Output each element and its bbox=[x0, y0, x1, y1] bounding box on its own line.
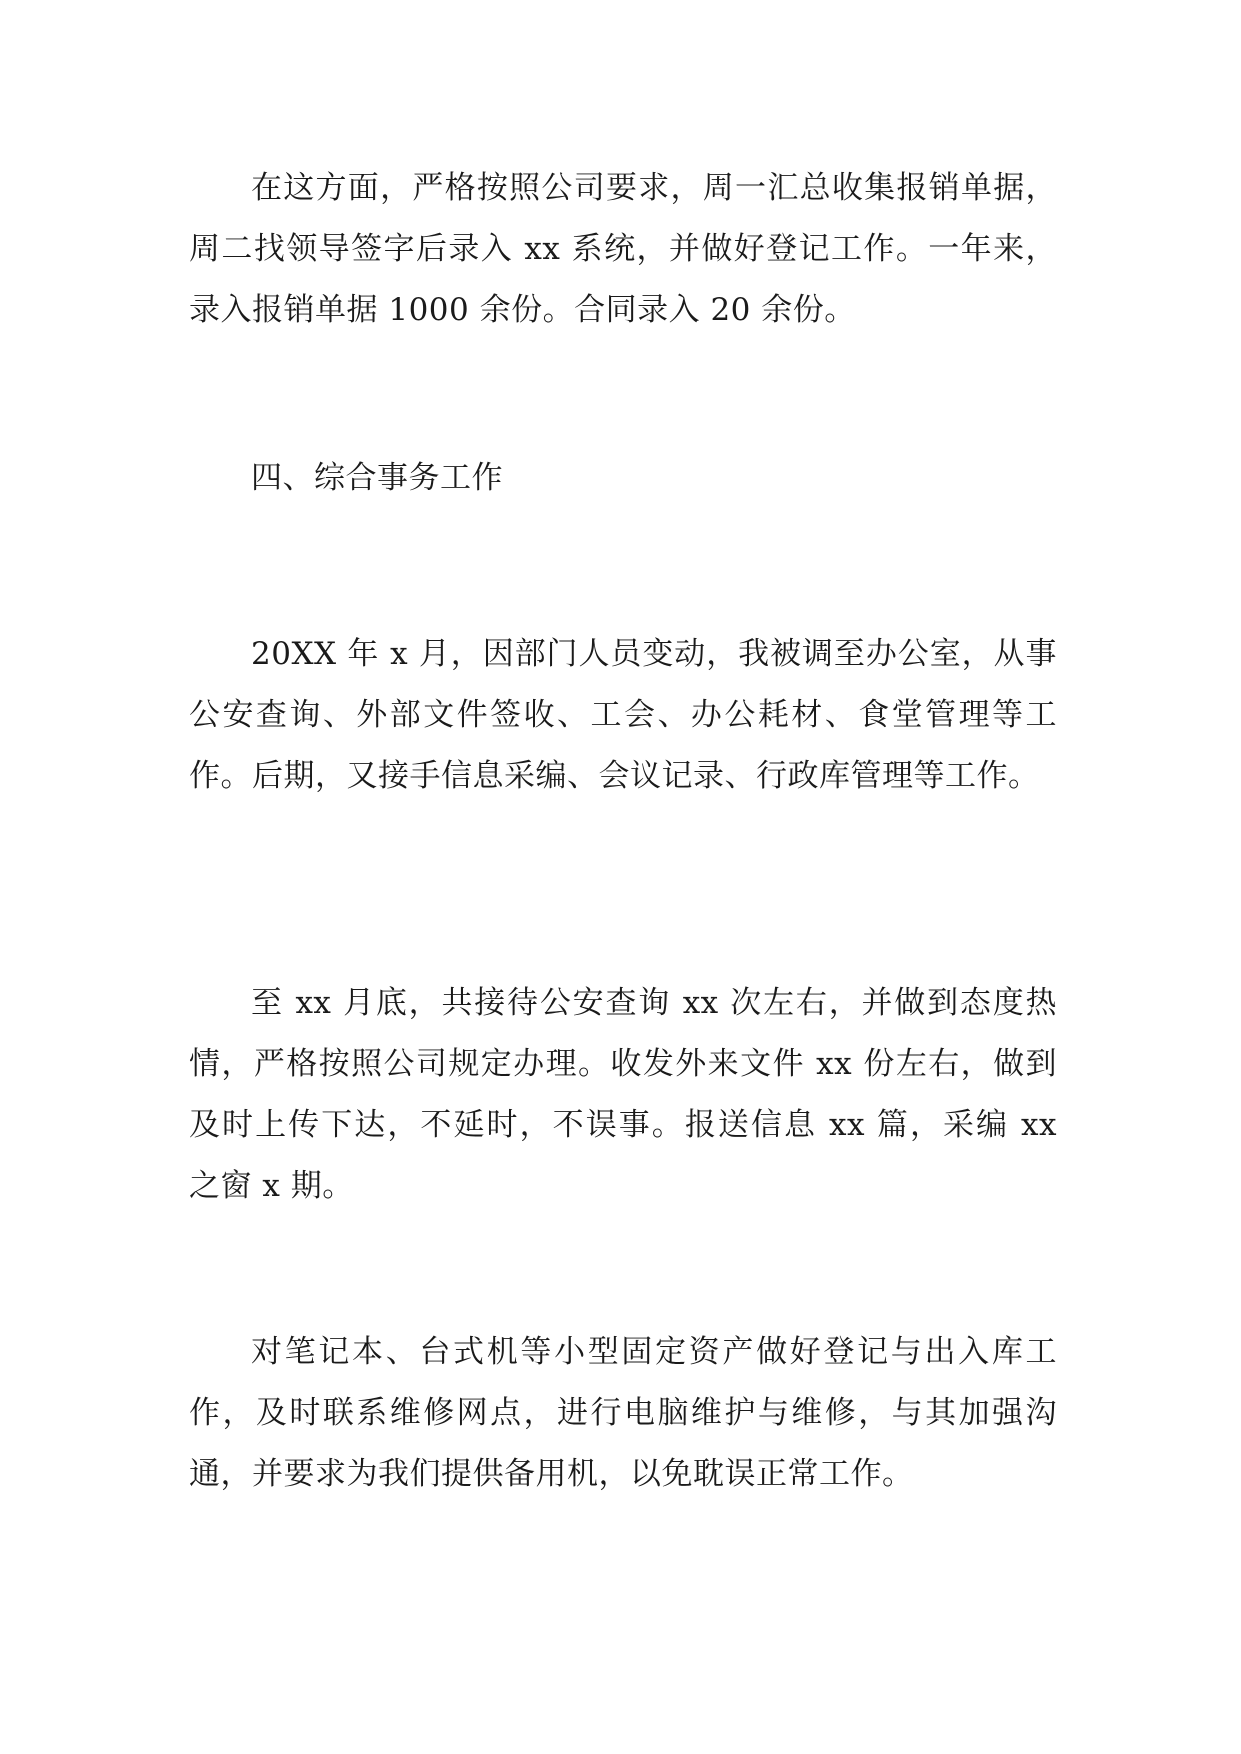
paragraph-expense-entry: 在这方面，严格按照公司要求，周一汇总收集报销单据，周二找领导签字后录入 xx 系统，并做好登记工作。一年来，录入报销单据 1000 余份。合同录入 20 余份。 bbox=[189, 170, 1057, 328]
paragraph-reception-statistics: 至 xx 月底，共接待公安查询 xx 次左右，并做到态度热情，严格按照公司规定办理。收发外来文件 xx 份左右，做到及时上传下达，不延时，不误事。报送信息 xx 篇，采编 xx 之窗 x 期。 bbox=[189, 985, 1057, 1204]
paragraph-asset-management: 对笔记本、台式机等小型固定资产做好登记与出入库工作，及时联系维修网点，进行电脑维护与维修，与其加强沟通，并要求为我们提供备用机，以免耽误正常工作。 bbox=[189, 1334, 1057, 1492]
section-heading-general-affairs: 四、综合事务工作 bbox=[251, 460, 503, 496]
paragraph-office-transfer: 20XX 年 x 月，因部门人员变动，我被调至办公室，从事公安查询、外部文件签收、工会、办公耗材、食堂管理等工作。后期，又接手信息采编、会议记录、行政库管理等工作。 bbox=[189, 636, 1057, 794]
